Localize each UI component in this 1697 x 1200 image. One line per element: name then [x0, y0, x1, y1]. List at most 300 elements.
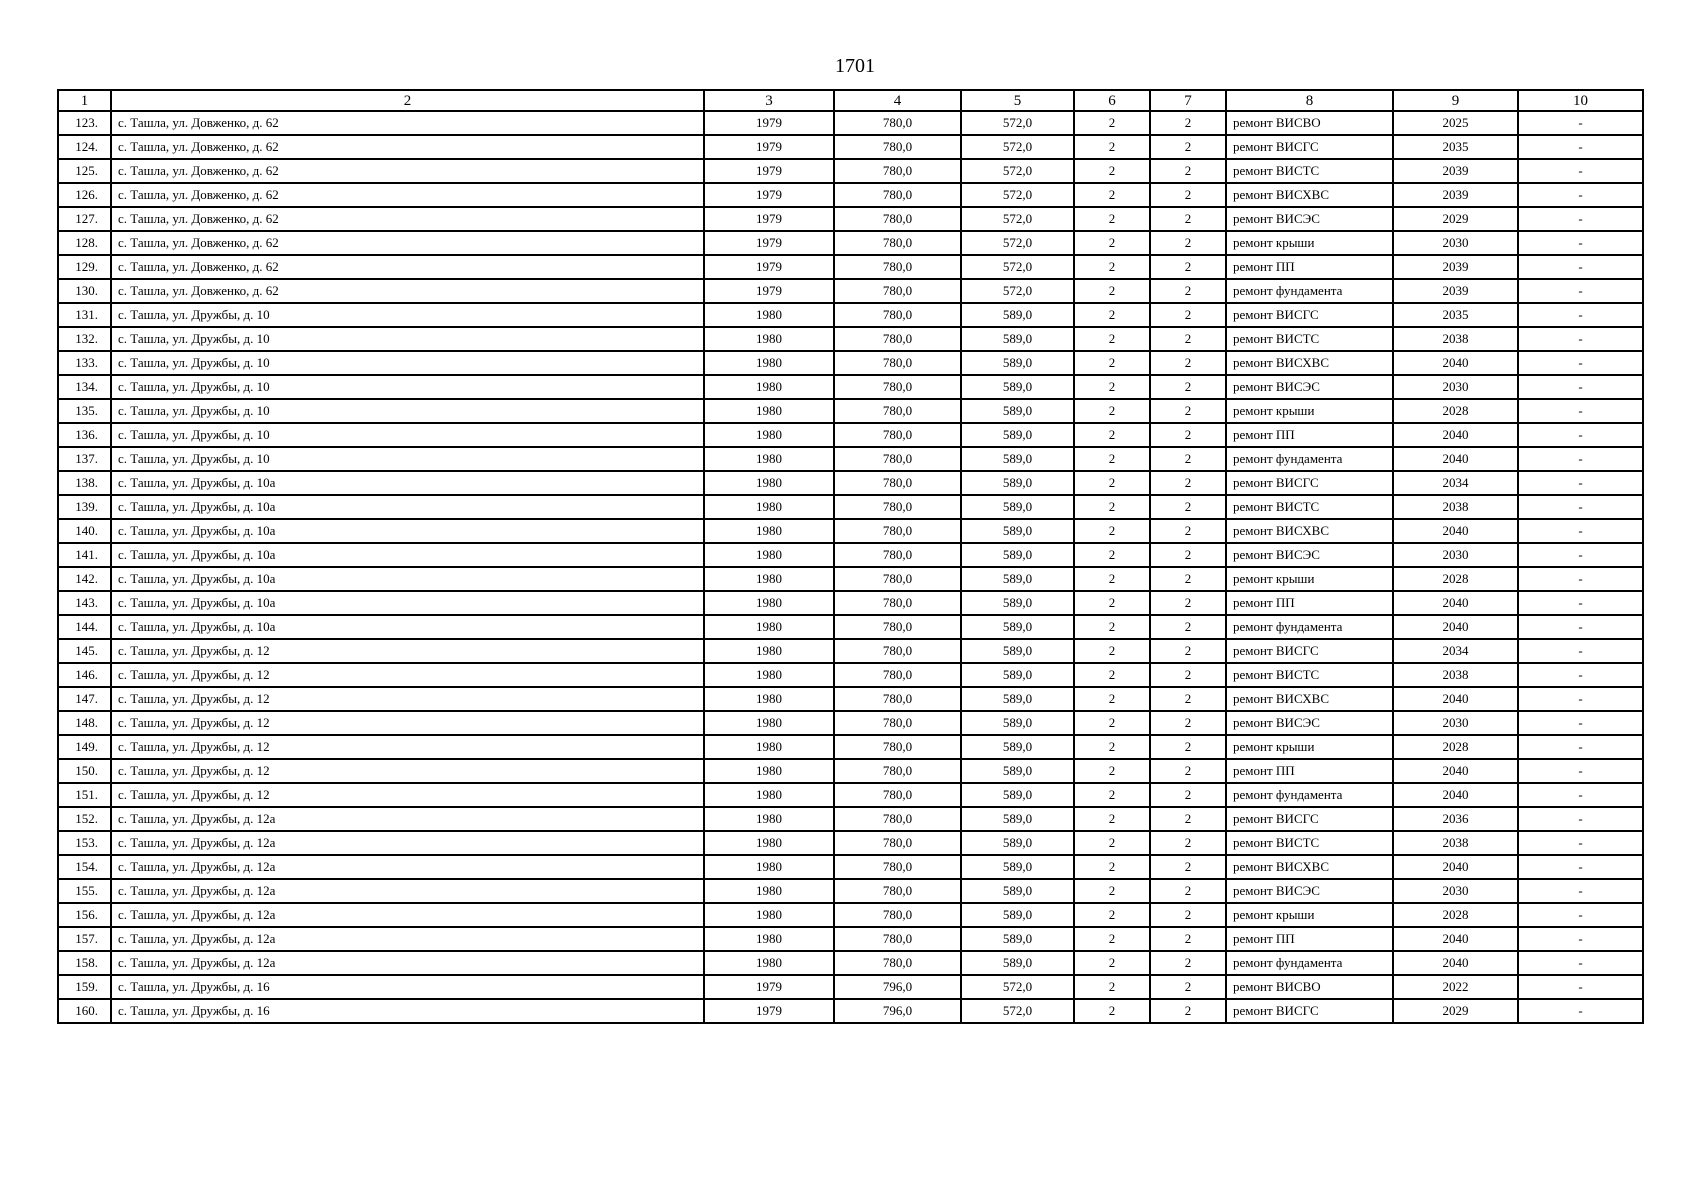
cell-living-area: 572,0 — [961, 111, 1074, 135]
cell-work-type: ремонт ПП — [1226, 591, 1393, 615]
cell-planned-year: 2039 — [1393, 159, 1518, 183]
cell-year-built: 1980 — [704, 423, 834, 447]
cell-floors: 2 — [1074, 711, 1150, 735]
cell-living-area: 589,0 — [961, 471, 1074, 495]
cell-entrances: 2 — [1150, 975, 1226, 999]
cell-floors: 2 — [1074, 783, 1150, 807]
cell-work-type: ремонт ВИСТС — [1226, 663, 1393, 687]
cell-note: - — [1518, 927, 1643, 951]
cell-total-area: 780,0 — [834, 135, 961, 159]
cell-planned-year: 2040 — [1393, 759, 1518, 783]
cell-living-area: 572,0 — [961, 207, 1074, 231]
table-row — [58, 375, 1643, 399]
cell-planned-year: 2040 — [1393, 687, 1518, 711]
cell-row-number: 145. — [58, 639, 111, 663]
cell-address: с. Ташла, ул. Довженко, д. 62 — [111, 255, 704, 279]
cell-floors: 2 — [1074, 687, 1150, 711]
cell-floors: 2 — [1074, 279, 1150, 303]
cell-year-built: 1980 — [704, 543, 834, 567]
cell-work-type: ремонт ВИСГС — [1226, 303, 1393, 327]
capital-repair-table — [57, 89, 1644, 1024]
cell-year-built: 1979 — [704, 111, 834, 135]
cell-work-type: ремонт фундамента — [1226, 279, 1393, 303]
cell-year-built: 1980 — [704, 663, 834, 687]
column-header-10: 10 — [1518, 90, 1643, 111]
cell-work-type: ремонт фундамента — [1226, 951, 1393, 975]
cell-row-number: 128. — [58, 231, 111, 255]
cell-row-number: 148. — [58, 711, 111, 735]
cell-note: - — [1518, 951, 1643, 975]
cell-planned-year: 2036 — [1393, 807, 1518, 831]
cell-floors: 2 — [1074, 111, 1150, 135]
table-row — [58, 495, 1643, 519]
cell-floors: 2 — [1074, 735, 1150, 759]
cell-note: - — [1518, 711, 1643, 735]
cell-row-number: 138. — [58, 471, 111, 495]
cell-planned-year: 2039 — [1393, 255, 1518, 279]
cell-note: - — [1518, 183, 1643, 207]
cell-total-area: 780,0 — [834, 159, 961, 183]
cell-entrances: 2 — [1150, 807, 1226, 831]
cell-work-type: ремонт крыши — [1226, 231, 1393, 255]
cell-total-area: 780,0 — [834, 567, 961, 591]
table-row — [58, 135, 1643, 159]
cell-total-area: 780,0 — [834, 399, 961, 423]
cell-planned-year: 2030 — [1393, 879, 1518, 903]
cell-total-area: 780,0 — [834, 879, 961, 903]
cell-entrances: 2 — [1150, 255, 1226, 279]
cell-floors: 2 — [1074, 447, 1150, 471]
cell-row-number: 146. — [58, 663, 111, 687]
cell-planned-year: 2038 — [1393, 663, 1518, 687]
cell-planned-year: 2030 — [1393, 543, 1518, 567]
column-header-9: 9 — [1393, 90, 1518, 111]
cell-row-number: 124. — [58, 135, 111, 159]
cell-row-number: 160. — [58, 999, 111, 1023]
cell-note: - — [1518, 207, 1643, 231]
cell-year-built: 1980 — [704, 735, 834, 759]
cell-note: - — [1518, 855, 1643, 879]
cell-note: - — [1518, 759, 1643, 783]
table-row — [58, 903, 1643, 927]
cell-row-number: 155. — [58, 879, 111, 903]
cell-year-built: 1980 — [704, 759, 834, 783]
cell-entrances: 2 — [1150, 231, 1226, 255]
cell-living-area: 589,0 — [961, 327, 1074, 351]
table-row — [58, 519, 1643, 543]
table-row — [58, 183, 1643, 207]
cell-planned-year: 2022 — [1393, 975, 1518, 999]
cell-work-type: ремонт ВИСХВС — [1226, 351, 1393, 375]
cell-year-built: 1979 — [704, 231, 834, 255]
cell-planned-year: 2040 — [1393, 591, 1518, 615]
cell-work-type: ремонт ВИСЭС — [1226, 543, 1393, 567]
cell-living-area: 572,0 — [961, 279, 1074, 303]
cell-entrances: 2 — [1150, 423, 1226, 447]
cell-planned-year: 2034 — [1393, 471, 1518, 495]
cell-planned-year: 2040 — [1393, 927, 1518, 951]
cell-floors: 2 — [1074, 543, 1150, 567]
cell-row-number: 139. — [58, 495, 111, 519]
cell-living-area: 589,0 — [961, 687, 1074, 711]
cell-entrances: 2 — [1150, 159, 1226, 183]
cell-year-built: 1980 — [704, 687, 834, 711]
cell-year-built: 1980 — [704, 399, 834, 423]
cell-row-number: 152. — [58, 807, 111, 831]
table-row — [58, 231, 1643, 255]
cell-year-built: 1980 — [704, 375, 834, 399]
column-header-8: 8 — [1226, 90, 1393, 111]
cell-entrances: 2 — [1150, 135, 1226, 159]
cell-address: с. Ташла, ул. Дружбы, д. 12а — [111, 879, 704, 903]
cell-total-area: 780,0 — [834, 903, 961, 927]
cell-planned-year: 2040 — [1393, 615, 1518, 639]
cell-address: с. Ташла, ул. Дружбы, д. 12 — [111, 783, 704, 807]
cell-floors: 2 — [1074, 351, 1150, 375]
cell-floors: 2 — [1074, 183, 1150, 207]
cell-note: - — [1518, 975, 1643, 999]
cell-row-number: 144. — [58, 615, 111, 639]
cell-entrances: 2 — [1150, 471, 1226, 495]
cell-year-built: 1979 — [704, 207, 834, 231]
cell-total-area: 780,0 — [834, 543, 961, 567]
table-row — [58, 807, 1643, 831]
cell-work-type: ремонт ПП — [1226, 759, 1393, 783]
table-row — [58, 159, 1643, 183]
table-row — [58, 975, 1643, 999]
table-row — [58, 471, 1643, 495]
cell-work-type: ремонт ВИСТС — [1226, 327, 1393, 351]
cell-entrances: 2 — [1150, 927, 1226, 951]
cell-work-type: ремонт фундамента — [1226, 615, 1393, 639]
cell-address: с. Ташла, ул. Дружбы, д. 10 — [111, 399, 704, 423]
cell-total-area: 780,0 — [834, 471, 961, 495]
cell-row-number: 154. — [58, 855, 111, 879]
cell-work-type: ремонт ВИСТС — [1226, 495, 1393, 519]
cell-total-area: 780,0 — [834, 183, 961, 207]
cell-floors: 2 — [1074, 903, 1150, 927]
cell-note: - — [1518, 879, 1643, 903]
cell-entrances: 2 — [1150, 663, 1226, 687]
cell-row-number: 131. — [58, 303, 111, 327]
column-header-4: 4 — [834, 90, 961, 111]
cell-address: с. Ташла, ул. Дружбы, д. 12а — [111, 903, 704, 927]
cell-entrances: 2 — [1150, 351, 1226, 375]
cell-note: - — [1518, 279, 1643, 303]
table-row — [58, 639, 1643, 663]
cell-living-area: 589,0 — [961, 399, 1074, 423]
cell-note: - — [1518, 159, 1643, 183]
cell-living-area: 589,0 — [961, 351, 1074, 375]
cell-address: с. Ташла, ул. Дружбы, д. 10 — [111, 375, 704, 399]
table-row — [58, 783, 1643, 807]
cell-planned-year: 2029 — [1393, 207, 1518, 231]
cell-address: с. Ташла, ул. Дружбы, д. 10а — [111, 519, 704, 543]
cell-row-number: 125. — [58, 159, 111, 183]
table-row — [58, 447, 1643, 471]
cell-year-built: 1980 — [704, 303, 834, 327]
cell-note: - — [1518, 999, 1643, 1023]
cell-total-area: 780,0 — [834, 639, 961, 663]
cell-floors: 2 — [1074, 663, 1150, 687]
cell-note: - — [1518, 111, 1643, 135]
cell-planned-year: 2040 — [1393, 351, 1518, 375]
cell-planned-year: 2040 — [1393, 783, 1518, 807]
cell-year-built: 1979 — [704, 279, 834, 303]
cell-address: с. Ташла, ул. Дружбы, д. 10а — [111, 495, 704, 519]
cell-entrances: 2 — [1150, 615, 1226, 639]
cell-address: с. Ташла, ул. Довженко, д. 62 — [111, 111, 704, 135]
cell-row-number: 159. — [58, 975, 111, 999]
cell-planned-year: 2028 — [1393, 903, 1518, 927]
cell-floors: 2 — [1074, 951, 1150, 975]
cell-work-type: ремонт ВИСВО — [1226, 111, 1393, 135]
cell-entrances: 2 — [1150, 759, 1226, 783]
cell-floors: 2 — [1074, 591, 1150, 615]
cell-planned-year: 2038 — [1393, 495, 1518, 519]
cell-note: - — [1518, 591, 1643, 615]
cell-address: с. Ташла, ул. Дружбы, д. 10 — [111, 327, 704, 351]
cell-note: - — [1518, 567, 1643, 591]
cell-address: с. Ташла, ул. Дружбы, д. 12 — [111, 759, 704, 783]
cell-entrances: 2 — [1150, 831, 1226, 855]
cell-entrances: 2 — [1150, 591, 1226, 615]
cell-row-number: 142. — [58, 567, 111, 591]
header-row — [58, 90, 1643, 111]
cell-work-type: ремонт ВИСГС — [1226, 471, 1393, 495]
cell-note: - — [1518, 375, 1643, 399]
cell-entrances: 2 — [1150, 735, 1226, 759]
column-header-2: 2 — [111, 90, 704, 111]
cell-floors: 2 — [1074, 399, 1150, 423]
cell-floors: 2 — [1074, 375, 1150, 399]
cell-living-area: 589,0 — [961, 495, 1074, 519]
cell-address: с. Ташла, ул. Дружбы, д. 12а — [111, 831, 704, 855]
cell-row-number: 147. — [58, 687, 111, 711]
cell-living-area: 589,0 — [961, 567, 1074, 591]
cell-living-area: 589,0 — [961, 591, 1074, 615]
table-row — [58, 759, 1643, 783]
cell-year-built: 1979 — [704, 975, 834, 999]
cell-work-type: ремонт ВИСГС — [1226, 135, 1393, 159]
table-row — [58, 351, 1643, 375]
cell-living-area: 589,0 — [961, 735, 1074, 759]
cell-address: с. Ташла, ул. Дружбы, д. 16 — [111, 999, 704, 1023]
cell-planned-year: 2028 — [1393, 567, 1518, 591]
cell-total-area: 780,0 — [834, 711, 961, 735]
cell-address: с. Ташла, ул. Дружбы, д. 12 — [111, 711, 704, 735]
cell-entrances: 2 — [1150, 375, 1226, 399]
cell-entrances: 2 — [1150, 447, 1226, 471]
cell-total-area: 780,0 — [834, 687, 961, 711]
cell-work-type: ремонт фундамента — [1226, 447, 1393, 471]
cell-note: - — [1518, 231, 1643, 255]
cell-note: - — [1518, 615, 1643, 639]
cell-address: с. Ташла, ул. Дружбы, д. 10 — [111, 303, 704, 327]
cell-planned-year: 2040 — [1393, 423, 1518, 447]
cell-year-built: 1980 — [704, 855, 834, 879]
column-header-1: 1 — [58, 90, 111, 111]
cell-entrances: 2 — [1150, 567, 1226, 591]
cell-note: - — [1518, 351, 1643, 375]
cell-living-area: 589,0 — [961, 447, 1074, 471]
table-row — [58, 951, 1643, 975]
cell-floors: 2 — [1074, 831, 1150, 855]
cell-entrances: 2 — [1150, 399, 1226, 423]
cell-work-type: ремонт ВИСХВС — [1226, 855, 1393, 879]
cell-address: с. Ташла, ул. Довженко, д. 62 — [111, 159, 704, 183]
cell-floors: 2 — [1074, 879, 1150, 903]
cell-floors: 2 — [1074, 975, 1150, 999]
cell-total-area: 796,0 — [834, 999, 961, 1023]
cell-row-number: 157. — [58, 927, 111, 951]
cell-floors: 2 — [1074, 519, 1150, 543]
cell-total-area: 780,0 — [834, 927, 961, 951]
table-row — [58, 591, 1643, 615]
cell-address: с. Ташла, ул. Дружбы, д. 10 — [111, 423, 704, 447]
cell-address: с. Ташла, ул. Дружбы, д. 10а — [111, 591, 704, 615]
cell-planned-year: 2034 — [1393, 639, 1518, 663]
cell-year-built: 1979 — [704, 183, 834, 207]
cell-planned-year: 2040 — [1393, 519, 1518, 543]
cell-work-type: ремонт крыши — [1226, 567, 1393, 591]
cell-total-area: 780,0 — [834, 735, 961, 759]
cell-living-area: 589,0 — [961, 639, 1074, 663]
cell-row-number: 158. — [58, 951, 111, 975]
cell-living-area: 589,0 — [961, 807, 1074, 831]
cell-year-built: 1980 — [704, 591, 834, 615]
cell-year-built: 1980 — [704, 471, 834, 495]
cell-entrances: 2 — [1150, 207, 1226, 231]
cell-planned-year: 2040 — [1393, 855, 1518, 879]
cell-total-area: 780,0 — [834, 519, 961, 543]
cell-floors: 2 — [1074, 615, 1150, 639]
cell-living-area: 572,0 — [961, 135, 1074, 159]
cell-floors: 2 — [1074, 207, 1150, 231]
cell-address: с. Ташла, ул. Довженко, д. 62 — [111, 231, 704, 255]
cell-note: - — [1518, 303, 1643, 327]
cell-work-type: ремонт ВИСЭС — [1226, 207, 1393, 231]
cell-work-type: ремонт ВИСТС — [1226, 831, 1393, 855]
cell-work-type: ремонт ВИСВО — [1226, 975, 1393, 999]
cell-entrances: 2 — [1150, 519, 1226, 543]
cell-note: - — [1518, 399, 1643, 423]
cell-note: - — [1518, 639, 1643, 663]
cell-planned-year: 2028 — [1393, 399, 1518, 423]
cell-year-built: 1980 — [704, 615, 834, 639]
cell-year-built: 1979 — [704, 999, 834, 1023]
cell-living-area: 572,0 — [961, 159, 1074, 183]
cell-entrances: 2 — [1150, 543, 1226, 567]
cell-total-area: 780,0 — [834, 231, 961, 255]
cell-floors: 2 — [1074, 639, 1150, 663]
cell-entrances: 2 — [1150, 639, 1226, 663]
cell-floors: 2 — [1074, 135, 1150, 159]
cell-total-area: 780,0 — [834, 759, 961, 783]
cell-planned-year: 2038 — [1393, 831, 1518, 855]
cell-total-area: 780,0 — [834, 351, 961, 375]
table-row — [58, 423, 1643, 447]
cell-year-built: 1980 — [704, 879, 834, 903]
cell-living-area: 589,0 — [961, 927, 1074, 951]
cell-entrances: 2 — [1150, 327, 1226, 351]
cell-living-area: 572,0 — [961, 975, 1074, 999]
cell-address: с. Ташла, ул. Дружбы, д. 12 — [111, 687, 704, 711]
cell-note: - — [1518, 903, 1643, 927]
cell-living-area: 589,0 — [961, 831, 1074, 855]
cell-floors: 2 — [1074, 999, 1150, 1023]
cell-work-type: ремонт фундамента — [1226, 783, 1393, 807]
cell-work-type: ремонт ВИСЭС — [1226, 375, 1393, 399]
table-row — [58, 663, 1643, 687]
cell-total-area: 780,0 — [834, 111, 961, 135]
cell-year-built: 1980 — [704, 951, 834, 975]
cell-row-number: 137. — [58, 447, 111, 471]
cell-work-type: ремонт ВИСТС — [1226, 159, 1393, 183]
cell-entrances: 2 — [1150, 111, 1226, 135]
cell-floors: 2 — [1074, 159, 1150, 183]
table-row — [58, 999, 1643, 1023]
cell-address: с. Ташла, ул. Дружбы, д. 10 — [111, 447, 704, 471]
cell-planned-year: 2028 — [1393, 735, 1518, 759]
cell-entrances: 2 — [1150, 783, 1226, 807]
cell-year-built: 1979 — [704, 135, 834, 159]
cell-planned-year: 2039 — [1393, 279, 1518, 303]
cell-work-type: ремонт ВИСГС — [1226, 639, 1393, 663]
page-number: 1701 — [835, 55, 875, 77]
cell-note: - — [1518, 519, 1643, 543]
cell-work-type: ремонт ВИСЭС — [1226, 879, 1393, 903]
cell-floors: 2 — [1074, 759, 1150, 783]
cell-year-built: 1980 — [704, 711, 834, 735]
cell-entrances: 2 — [1150, 855, 1226, 879]
cell-living-area: 589,0 — [961, 423, 1074, 447]
cell-total-area: 780,0 — [834, 855, 961, 879]
cell-row-number: 136. — [58, 423, 111, 447]
cell-work-type: ремонт ВИСГС — [1226, 807, 1393, 831]
cell-work-type: ремонт крыши — [1226, 903, 1393, 927]
cell-address: с. Ташла, ул. Дружбы, д. 12а — [111, 807, 704, 831]
cell-note: - — [1518, 783, 1643, 807]
cell-entrances: 2 — [1150, 879, 1226, 903]
cell-total-area: 780,0 — [834, 327, 961, 351]
column-header-3: 3 — [704, 90, 834, 111]
cell-work-type: ремонт ПП — [1226, 423, 1393, 447]
cell-total-area: 780,0 — [834, 423, 961, 447]
table-row — [58, 687, 1643, 711]
cell-total-area: 780,0 — [834, 303, 961, 327]
cell-row-number: 133. — [58, 351, 111, 375]
cell-work-type: ремонт ВИСЭС — [1226, 711, 1393, 735]
cell-row-number: 156. — [58, 903, 111, 927]
cell-total-area: 796,0 — [834, 975, 961, 999]
table-row — [58, 927, 1643, 951]
cell-row-number: 132. — [58, 327, 111, 351]
cell-work-type: ремонт ПП — [1226, 255, 1393, 279]
cell-year-built: 1980 — [704, 447, 834, 471]
cell-planned-year: 2030 — [1393, 231, 1518, 255]
table-row — [58, 255, 1643, 279]
cell-total-area: 780,0 — [834, 615, 961, 639]
cell-note: - — [1518, 687, 1643, 711]
cell-living-area: 572,0 — [961, 183, 1074, 207]
cell-address: с. Ташла, ул. Довженко, д. 62 — [111, 279, 704, 303]
cell-entrances: 2 — [1150, 303, 1226, 327]
cell-living-area: 589,0 — [961, 303, 1074, 327]
cell-planned-year: 2035 — [1393, 303, 1518, 327]
table-row — [58, 399, 1643, 423]
cell-year-built: 1980 — [704, 519, 834, 543]
